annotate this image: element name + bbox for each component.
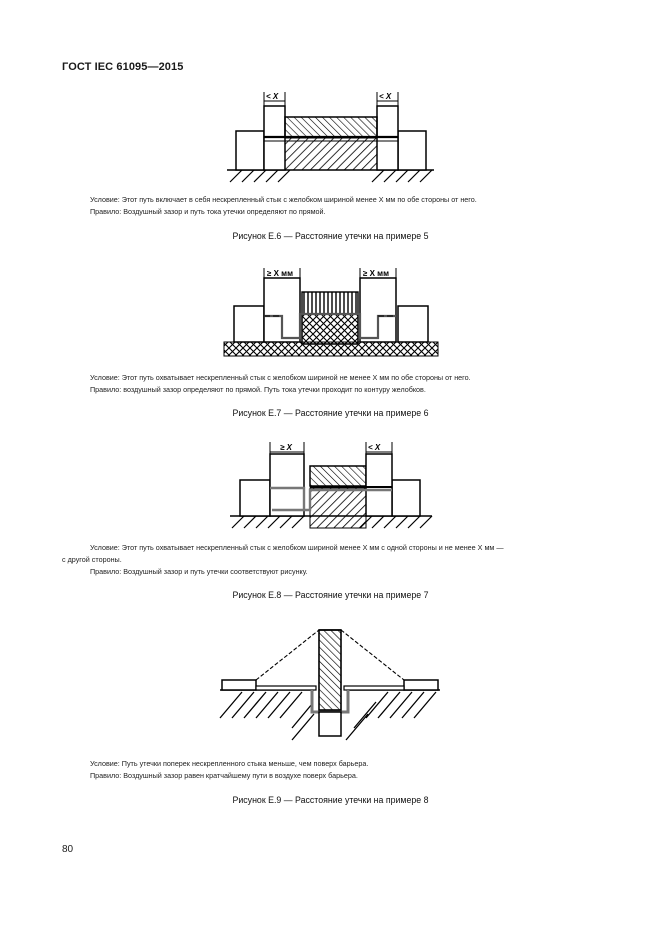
figure-e9-caption: Рисунок Е.9 — Расстояние утечки на примере 8 [232, 795, 429, 805]
figure-e8-caption: Рисунок Е.8 — Расстояние утечки на примере 7 [232, 590, 429, 600]
figure-e9-notes [90, 758, 368, 782]
condition-text: Условие: Этот путь охватывает нескрепленный стык с желобком шириной менее X мм с одной стороны и не менее X мм — [90, 543, 504, 552]
figure-e9-diagram [216, 622, 444, 748]
condition-text-continued: с другой стороны. [62, 555, 122, 564]
figure-e7-caption: Рисунок Е.7 — Расстояние утечки на примере 6 [232, 408, 429, 418]
condition-text: Условие: Этот путь охватывает нескрепленный стык с желобком шириной не менее X мм по обе стороны от него. [90, 373, 471, 382]
page-number: 80 [62, 844, 74, 855]
figure-e7-notes [90, 372, 471, 396]
dimension-label: < X [379, 92, 392, 101]
rule-text: Правило: воздушный зазор определяют по прямой. Путь тока утечки проходит по контуру желобков. [90, 385, 426, 394]
rule-text: Правило: Воздушный зазор и путь тока утечки определяют по прямой. [90, 207, 326, 216]
figure-e6-diagram [222, 88, 440, 186]
rule-text: Правило: Воздушный зазор и путь утечки соответствуют рисунку. [90, 567, 308, 576]
figure-e6-notes [90, 194, 477, 218]
document-header: ГОСТ IEC 61095—2015 [62, 61, 184, 73]
dimension-label: < X [266, 92, 279, 101]
dimension-label: ≥ X мм [267, 269, 294, 278]
figure-e6-caption: Рисунок Е.6 — Расстояние утечки на примере 5 [232, 231, 429, 241]
rule-text: Правило: Воздушный зазор равен кратчайшему пути в воздухе поверх барьера. [90, 771, 358, 780]
dimension-label: ≥ X мм [363, 269, 390, 278]
condition-text: Условие: Путь утечки поперек нескрепленного стыка меньше, чем поверх барьера. [90, 759, 369, 768]
dimension-label: < X [368, 443, 381, 452]
figure-e8-diagram [228, 438, 434, 532]
figure-e7-diagram [222, 264, 440, 364]
dimension-label: ≥ X [280, 443, 292, 452]
figure-e8-notes [62, 542, 602, 578]
condition-text: Условие: Этот путь включает в себя нескрепленный стык с желобком шириной менее X мм по обе стороны от него. [90, 195, 477, 204]
